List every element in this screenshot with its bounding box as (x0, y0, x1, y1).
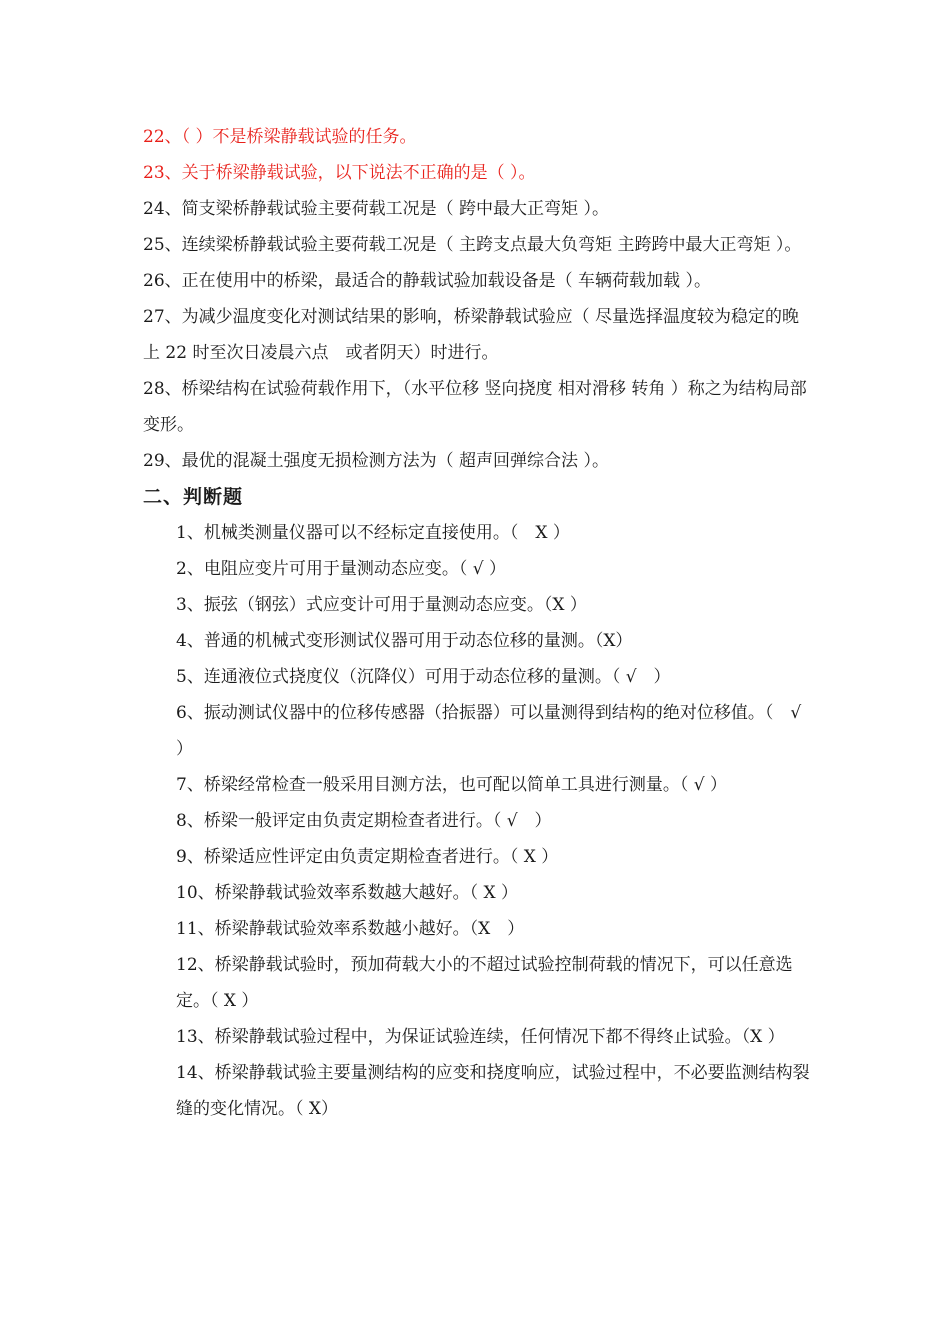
question-29: 29、最优的混凝土强度无损检测方法为（ 超声回弹综合法 ）。 (143, 451, 609, 471)
question-28: 28、桥梁结构在试验荷载作用下，（水平位移 竖向挠度 相对滑移 转角 ）称之为结构局部变形。 (143, 379, 807, 435)
judgment-item-6: 6、振动测试仪器中的位移传感器（拾振器）可以量测得到结构的绝对位移值。（ √ ） (176, 703, 802, 759)
judgment-item-4: 4、普通的机械式变形测试仪器可用于动态位移的量测。（X） (176, 631, 633, 651)
judgment-item-5: 5、连通液位式挠度仪（沉降仪）可用于动态位移的量测。（ √ ） (176, 667, 671, 687)
question-25: 25、连续梁桥静载试验主要荷载工况是（ 主跨支点最大负弯矩 主跨跨中最大正弯矩 ）。 (143, 235, 802, 255)
judgment-item-8: 8、桥梁一般评定由负责定期检查者进行。（ √ ） (176, 811, 552, 831)
question-23: 23、关于桥梁静载试验，以下说法不正确的是（ ）。 (143, 163, 536, 183)
judgment-item-2: 2、电阻应变片可用于量测动态应变。（ √ ） (176, 559, 506, 579)
judgment-item-13: 13、桥梁静载试验过程中，为保证试验连续，任何情况下都不得终止试验。（X ） (176, 1027, 785, 1047)
judgment-item-3: 3、振弦（钢弦）式应变计可用于量测动态应变。（X ） (176, 595, 587, 615)
document-content (143, 119, 811, 1127)
judgment-item-10: 10、桥梁静载试验效率系数越大越好。（ X ） (176, 883, 519, 903)
judgment-item-1: 1、机械类测量仪器可以不经标定直接使用。（ X ） (176, 523, 570, 543)
question-27: 27、为减少温度变化对测试结果的影响，桥梁静载试验应（ 尽量选择温度较为稳定的晚上 22 时至次日凌晨六点 或者阴天）时进行。 (143, 307, 800, 363)
section-title-judgment: 二、判断题 (143, 486, 244, 508)
judgment-item-14: 14、桥梁静载试验主要量测结构的应变和挠度响应，试验过程中，不必要监测结构裂缝的变化情况。（ X） (176, 1063, 810, 1119)
judgment-item-11: 11、桥梁静载试验效率系数越小越好。（X ） (176, 919, 525, 939)
question-22: 22、（ ）不是桥梁静载试验的任务。 (143, 127, 417, 147)
judgment-item-9: 9、桥梁适应性评定由负责定期检查者进行。（ X ） (176, 847, 559, 867)
judgment-item-7: 7、桥梁经常检查一般采用目测方法，也可配以简单工具进行测量。（ √ ） (176, 775, 727, 795)
question-26: 26、正在使用中的桥梁，最适合的静载试验加载设备是（ 车辆荷载加载 ）。 (143, 271, 711, 291)
question-24: 24、简支梁桥静载试验主要荷载工况是（ 跨中最大正弯矩 ）。 (143, 199, 609, 219)
judgment-list (176, 515, 811, 1127)
judgment-item-12: 12、桥梁静载试验时，预加荷载大小的不超过试验控制荷载的情况下，可以任意选定。（ X ） (176, 955, 793, 1011)
